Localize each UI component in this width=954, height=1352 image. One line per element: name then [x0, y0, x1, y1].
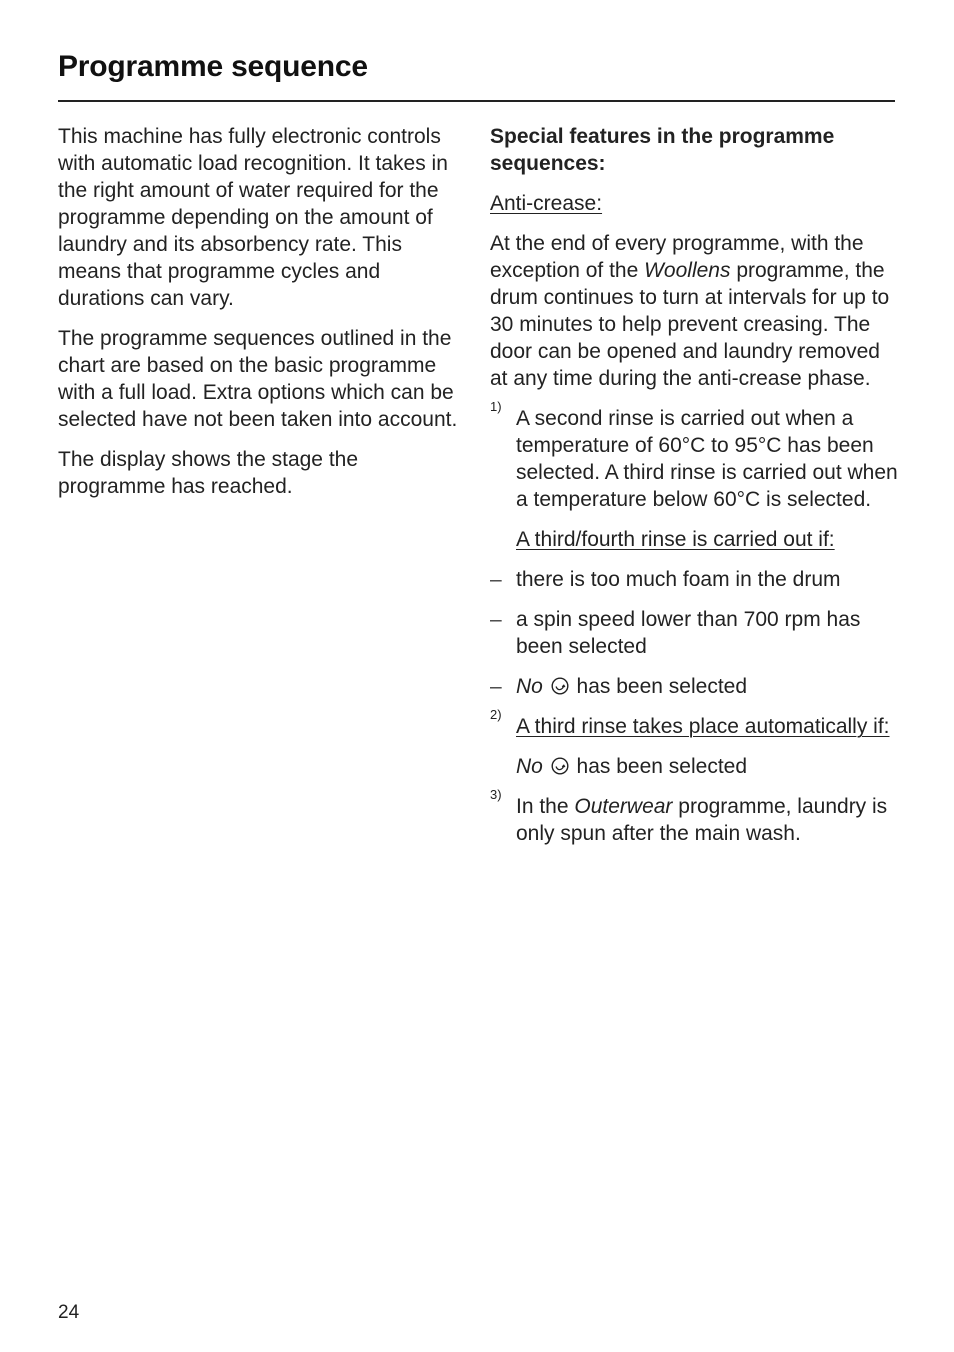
list-item — [490, 566, 900, 593]
anti-crease-text-pre: At the end of every programme, with the exception of the — [490, 232, 864, 282]
special-features-heading: Special features in the programme sequences: — [490, 125, 835, 175]
intro-paragraph: This machine has fully electronic controls with automatic load recognition. It takes in the right amount of water required for the programme depending on the amount of laundry and its absorbency rate. This means that programme cycles and durations can vary. — [58, 125, 448, 310]
list-item-text: has been selected — [576, 675, 748, 698]
footnote-3-marker: 3) — [490, 787, 502, 802]
footnote-2-condition-text: has been selected — [576, 755, 748, 778]
display-paragraph: The display shows the stage the programme has reached. — [58, 448, 359, 498]
chart-basis-paragraph: The programme sequences outlined in the chart are based on the basic programme with a full load. Extra options which can be selected have not been taken into account. — [58, 327, 458, 431]
page-title: Programme sequence — [58, 50, 368, 83]
page-number: 24 — [58, 1302, 80, 1323]
footnote-1-text: A second rinse is carried out when a temperature of 60°C to 95°C has been selected. A third rinse is carried out when a temperature below 60°C is selected. — [516, 407, 898, 511]
footnote-2-condition — [490, 753, 900, 780]
dash-bullet: – — [490, 608, 502, 631]
footnote-3 — [490, 787, 900, 847]
woollens-programme-name: Woollens — [644, 259, 731, 282]
dash-bullet: – — [490, 568, 502, 591]
no-option-label: No — [516, 675, 543, 698]
list-item — [490, 606, 900, 660]
footnote-1-sub-label-line — [490, 526, 900, 553]
footnote-2-label: A third rinse takes place automatically if: — [516, 715, 890, 738]
anti-crease-paragraph — [490, 230, 900, 392]
list-item-text: a spin speed lower than 700 rpm has been selected — [516, 608, 861, 658]
rinse-hold-icon — [551, 677, 569, 695]
footnote-2-marker: 2) — [490, 707, 502, 722]
rinse-hold-icon — [551, 757, 569, 775]
title-rule — [58, 100, 895, 102]
list-item — [490, 673, 900, 700]
footnote-3-text-post: programme, laundry is only spun after the main wash. — [516, 795, 888, 845]
left-column — [58, 123, 468, 513]
anti-crease-text-post: programme, the drum continues to turn at intervals for up to 30 minutes to help prevent creasing. The door can be opened and laundry removed at any time during the anti-crease phase. — [490, 259, 890, 390]
footnote-1 — [490, 399, 900, 513]
no-option-label: No — [516, 755, 543, 778]
footnote-3-text-pre: In the — [516, 795, 575, 818]
outerwear-programme-name: Outerwear — [574, 795, 673, 818]
dash-bullet: – — [490, 675, 502, 698]
anti-crease-label-line — [490, 190, 900, 217]
right-column — [490, 123, 900, 860]
footnote-2 — [490, 707, 900, 740]
anti-crease-label: Anti-crease: — [490, 192, 603, 215]
footnote-1-marker: 1) — [490, 399, 502, 414]
list-item-text: there is too much foam in the drum — [516, 568, 841, 591]
footnote-1-sub-label: A third/fourth rinse is carried out if: — [516, 528, 835, 551]
